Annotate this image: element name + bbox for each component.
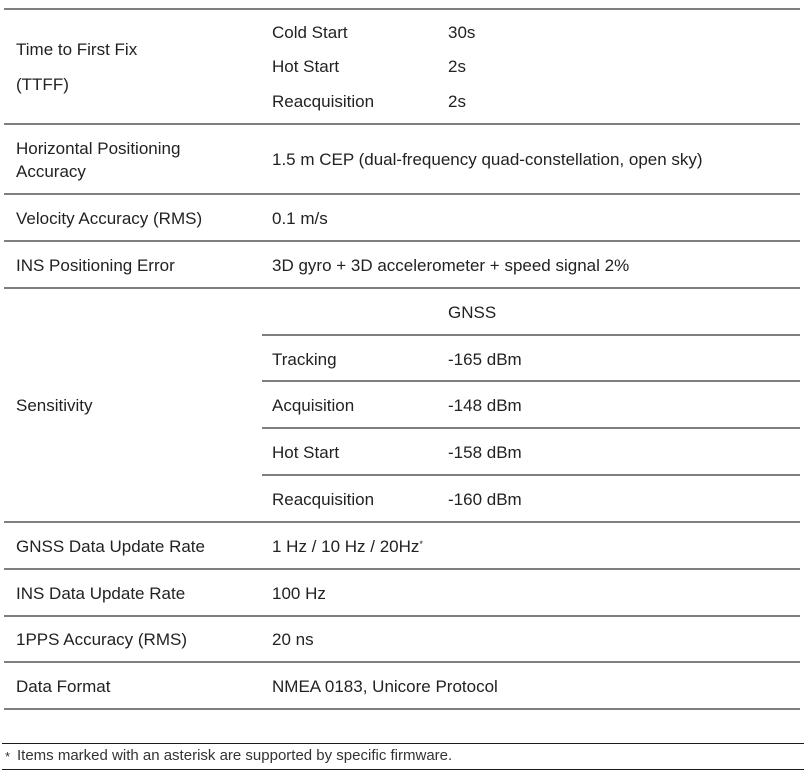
row-label: 1PPS Accuracy (RMS): [16, 630, 187, 649]
sub-label: Tracking: [272, 350, 337, 369]
row-value: [272, 537, 423, 557]
sub-label: Acquisition: [272, 396, 355, 415]
table-bottom-rule: [4, 708, 800, 710]
row-value: 100 Hz: [272, 584, 326, 603]
sub-row-divider: [262, 474, 800, 476]
row-divider: [4, 287, 800, 289]
row-label: INS Positioning Error: [16, 256, 175, 275]
row-label: Accuracy: [16, 162, 86, 181]
sub-row-divider: [262, 334, 800, 336]
sub-label: Hot Start: [272, 443, 340, 462]
row-value-text: 1 Hz / 10 Hz / 20Hz: [272, 537, 420, 556]
sub-value: -165 dBm: [448, 350, 522, 369]
row-divider: [4, 240, 800, 242]
sub-label: Reacquisition: [272, 92, 375, 111]
row-label: Time to First Fix: [16, 40, 138, 59]
row-label: Horizontal Positioning: [16, 139, 181, 158]
sub-label: Reacquisition: [272, 490, 375, 509]
row-value: 3D gyro + 3D accelerometer + speed signal 2%: [272, 256, 630, 275]
row-label: Velocity Accuracy (RMS): [16, 209, 203, 228]
sub-value: 30s: [448, 23, 476, 42]
footnote-bottom-rule: [2, 769, 804, 770]
sub-value: -148 dBm: [448, 396, 522, 415]
row-divider: [4, 661, 800, 663]
sub-header: GNSS: [448, 303, 497, 322]
sub-value: 2s: [448, 57, 466, 76]
sub-label: Hot Start: [272, 57, 340, 76]
row-label: Data Format: [16, 677, 111, 696]
row-label: Sensitivity: [16, 396, 93, 415]
row-label: (TTFF): [16, 75, 69, 94]
row-label: INS Data Update Rate: [16, 584, 186, 603]
row-divider: [4, 521, 800, 523]
row-value: 20 ns: [272, 630, 314, 649]
table-top-rule: [4, 8, 800, 10]
asterisk-mark: *: [419, 539, 423, 549]
footnote-top-rule: [2, 743, 804, 744]
row-divider: [4, 193, 800, 195]
footnote-asterisk: *: [5, 749, 11, 764]
sub-value: 2s: [448, 92, 466, 111]
row-divider: [4, 568, 800, 570]
sub-value: -158 dBm: [448, 443, 522, 462]
sub-row-divider: [262, 380, 800, 382]
sub-label: Cold Start: [272, 23, 348, 42]
row-value: 1.5 m CEP (dual-frequency quad-constellation, open sky): [272, 150, 703, 169]
sub-value: -160 dBm: [448, 490, 522, 509]
footnote-text: Items marked with an asterisk are supported by specific firmware.: [17, 747, 453, 764]
sub-row-divider: [262, 427, 800, 429]
row-divider: [4, 123, 800, 125]
row-value: 0.1 m/s: [272, 209, 328, 228]
row-divider: [4, 615, 800, 617]
row-value: NMEA 0183, Unicore Protocol: [272, 677, 498, 696]
row-label: GNSS Data Update Rate: [16, 537, 205, 556]
